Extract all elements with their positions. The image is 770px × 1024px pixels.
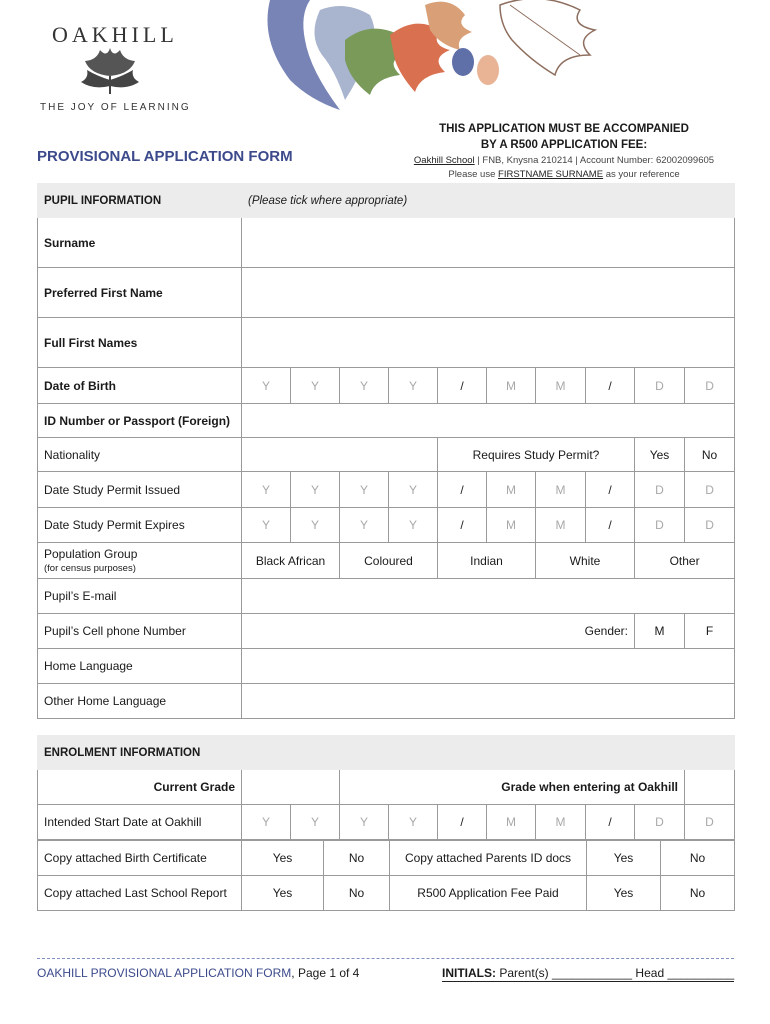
expires-day-cell[interactable]: D [635, 508, 685, 543]
issued-year-cell[interactable]: Y [242, 472, 291, 508]
expires-year-cell[interactable]: Y [340, 508, 389, 543]
dob-year-cell[interactable]: Y [242, 368, 291, 404]
nationality-label: Nationality [38, 438, 242, 472]
expires-day-cell[interactable]: D [685, 508, 735, 543]
fee-paid-yes[interactable]: Yes [587, 876, 661, 911]
preferred-name-label: Preferred First Name [38, 268, 242, 318]
dob-day-cell[interactable]: D [685, 368, 735, 404]
school-logo [30, 14, 190, 118]
start-year-cell[interactable]: Y [242, 805, 291, 840]
date-separator: / [586, 805, 635, 840]
logo-wordmark: OAKHILL [52, 22, 178, 47]
school-report-label: Copy attached Last School Report [38, 876, 242, 911]
email-label: Pupil’s E-mail [38, 579, 242, 614]
population-option[interactable]: White [536, 543, 635, 579]
birth-cert-label: Copy attached Birth Certificate [38, 841, 242, 876]
other-language-label: Other Home Language [38, 684, 242, 719]
population-option[interactable]: Other [635, 543, 735, 579]
dob-month-cell[interactable]: M [487, 368, 536, 404]
reference-prefix: Please use [448, 169, 499, 180]
dob-year-cell[interactable]: Y [389, 368, 438, 404]
start-month-cell[interactable]: M [536, 805, 586, 840]
start-day-cell[interactable]: D [635, 805, 685, 840]
population-group-label [38, 543, 242, 579]
issued-year-cell[interactable]: Y [389, 472, 438, 508]
dob-year-cell[interactable]: Y [291, 368, 340, 404]
parents-id-no[interactable]: No [661, 841, 735, 876]
full-names-label: Full First Names [38, 318, 242, 368]
issued-month-cell[interactable]: M [536, 472, 586, 508]
id-number-label: ID Number or Passport (Foreign) [38, 404, 242, 438]
home-language-label: Home Language [38, 649, 242, 684]
id-number-field[interactable] [242, 404, 735, 438]
expires-year-cell[interactable]: Y [291, 508, 340, 543]
application-fee-notice [380, 121, 748, 181]
birth-cert-no[interactable]: No [324, 841, 390, 876]
gender-label: Gender: [242, 614, 635, 649]
issued-year-cell[interactable]: Y [340, 472, 389, 508]
permit-no-option[interactable]: No [685, 438, 735, 472]
population-note: (for census purposes) [44, 563, 136, 574]
reference-value: FIRSTNAME SURNAME [498, 169, 604, 180]
start-day-cell[interactable]: D [685, 805, 735, 840]
date-of-birth-label: Date of Birth [38, 368, 242, 404]
bank-details [380, 154, 748, 167]
permit-expires-label: Date Study Permit Expires [38, 508, 242, 543]
start-month-cell[interactable]: M [487, 805, 536, 840]
issued-month-cell[interactable]: M [487, 472, 536, 508]
expires-month-cell[interactable]: M [487, 508, 536, 543]
date-separator: / [438, 472, 487, 508]
page-title: PROVISIONAL APPLICATION FORM [37, 148, 293, 165]
permit-yes-option[interactable]: Yes [635, 438, 685, 472]
initials-line[interactable] [442, 966, 734, 982]
fee-paid-no[interactable]: No [661, 876, 735, 911]
logo-tagline: THE JOY OF LEARNING [40, 102, 191, 113]
expires-year-cell[interactable]: Y [389, 508, 438, 543]
footer-title: OAKHILL PROVISIONAL APPLICATION FORM [37, 966, 292, 980]
bank-account: | FNB, Knysna 210214 | Account Number: 62002099605 [474, 155, 715, 166]
tick-note: (Please tick where appropriate) [242, 184, 735, 218]
permit-issued-label: Date Study Permit Issued [38, 472, 242, 508]
cell-number-label: Pupil’s Cell phone Number [38, 614, 242, 649]
footer-form-name [37, 966, 359, 980]
pupil-section-header: PUPIL INFORMATION [38, 184, 242, 218]
pupil-information-table [37, 183, 735, 719]
date-separator: / [586, 508, 635, 543]
gender-m-option[interactable]: M [635, 614, 685, 649]
date-separator: / [438, 368, 487, 404]
nationality-field[interactable] [242, 438, 438, 472]
dob-day-cell[interactable]: D [635, 368, 685, 404]
date-separator: / [586, 472, 635, 508]
current-grade-label: Current Grade [38, 770, 242, 805]
start-year-cell[interactable]: Y [340, 805, 389, 840]
date-separator: / [586, 368, 635, 404]
start-year-cell[interactable]: Y [389, 805, 438, 840]
start-date-label: Intended Start Date at Oakhill [38, 805, 242, 840]
home-language-field[interactable] [242, 649, 735, 684]
parents-id-label: Copy attached Parents ID docs [390, 841, 587, 876]
oak-leaf-icon [75, 46, 145, 98]
surname-field[interactable] [242, 218, 735, 268]
reference-suffix: as your reference [603, 169, 680, 180]
documents-checklist-table [37, 840, 735, 911]
initials-text: Parent(s) ____________ Head __________ [496, 966, 735, 980]
dob-year-cell[interactable]: Y [340, 368, 389, 404]
enrolment-information-table [37, 735, 735, 840]
school-report-no[interactable]: No [324, 876, 390, 911]
expires-month-cell[interactable]: M [536, 508, 586, 543]
enrolment-section-header: ENROLMENT INFORMATION [38, 736, 735, 770]
date-separator: / [438, 805, 487, 840]
initials-label: INITIALS: [442, 966, 496, 980]
expires-year-cell[interactable]: Y [242, 508, 291, 543]
school-report-yes[interactable]: Yes [242, 876, 324, 911]
leaves-illustration [250, 0, 770, 118]
population-group-text: Population Group [44, 547, 138, 561]
issued-day-cell[interactable]: D [635, 472, 685, 508]
payment-reference [380, 168, 748, 181]
fee-paid-label: R500 Application Fee Paid [390, 876, 587, 911]
population-option[interactable]: Black African [242, 543, 340, 579]
dob-month-cell[interactable]: M [536, 368, 586, 404]
other-language-field[interactable] [242, 684, 735, 719]
preferred-name-field[interactable] [242, 268, 735, 318]
issued-day-cell[interactable]: D [685, 472, 735, 508]
footer-divider [37, 958, 734, 959]
parents-id-yes[interactable]: Yes [587, 841, 661, 876]
date-separator: / [438, 508, 487, 543]
surname-label: Surname [38, 218, 242, 268]
requires-permit-label: Requires Study Permit? [438, 438, 635, 472]
gender-f-option[interactable]: F [685, 614, 735, 649]
start-year-cell[interactable]: Y [291, 805, 340, 840]
grade-entering-label: Grade when entering at Oakhill [340, 770, 685, 805]
email-field[interactable] [242, 579, 735, 614]
birth-cert-yes[interactable]: Yes [242, 841, 324, 876]
school-name: Oakhill School [413, 155, 475, 166]
current-grade-field[interactable] [242, 770, 340, 805]
grade-entering-field[interactable] [685, 770, 735, 805]
population-option[interactable]: Indian [438, 543, 536, 579]
issued-year-cell[interactable]: Y [291, 472, 340, 508]
fee-line-2: BY A R500 APPLICATION FEE: [480, 139, 648, 151]
page-number: , Page 1 of 4 [291, 966, 360, 980]
full-names-field[interactable] [242, 318, 735, 368]
fee-line-1: THIS APPLICATION MUST BE ACCOMPANIED [439, 123, 689, 135]
population-option[interactable]: Coloured [340, 543, 438, 579]
